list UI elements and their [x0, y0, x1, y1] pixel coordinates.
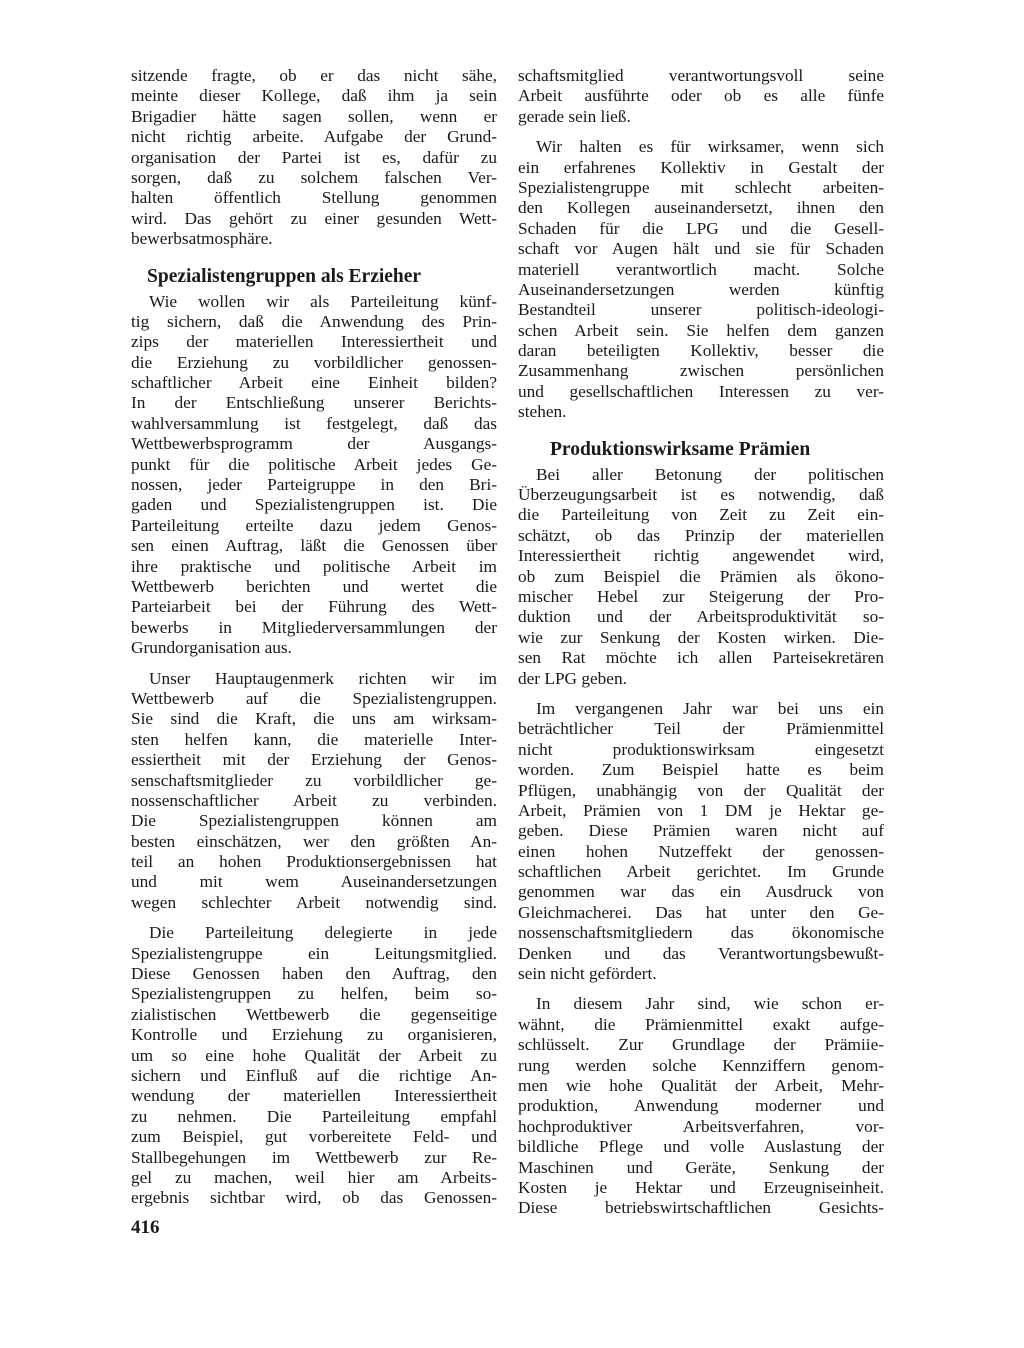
text-line: sichern und Einfluß auf die richtige An- — [131, 1065, 497, 1085]
text-line: produktion, Anwendung moderner und — [518, 1096, 884, 1116]
text-line: Maschinen und Geräte, Senkung der — [518, 1157, 884, 1177]
text-line: Kontrolle und Erziehung zu organisieren, — [131, 1025, 497, 1045]
text-line: Diese Genossen haben den Auftrag, den — [131, 964, 497, 984]
text-line: und gesellschaftlichen Interessen zu ver- — [518, 381, 884, 401]
text-line: ob zum Beispiel die Prämien als ökono- — [518, 566, 884, 586]
text-line: Denken und das Verantwortungsbewußt- — [518, 943, 884, 963]
text-line: schaftsmitglied verantwortungsvoll seine — [518, 66, 884, 85]
text-line: bewerbs in Mitgliederversammlungen der — [131, 617, 497, 637]
text-line: Gleichmacherei. Das hat unter den Ge- — [518, 902, 884, 922]
text-line: ihre praktische und politische Arbeit im — [131, 556, 497, 576]
text-line: und mit wem Auseinandersetzungen — [131, 872, 497, 892]
text-line: Spezialistengruppe ein Leitungsmitglied. — [131, 943, 497, 963]
text-line: die Parteileitung von Zeit zu Zeit ein- — [518, 505, 884, 525]
text-line: Zusammenhang zwischen persönlichen — [518, 361, 884, 381]
text-line: besten einschätzen, wer den größten An- — [131, 831, 497, 851]
text-line: punkt für die politische Arbeit jedes Ge- — [131, 454, 497, 474]
text-line: ein erfahrenes Kollektiv in Gestalt der — [518, 157, 884, 177]
text-line: zu nehmen. Die Parteileitung empfahl — [131, 1106, 497, 1126]
paragraph — [518, 465, 884, 689]
text-line: Wir halten es für wirksamer, wenn sich — [536, 137, 884, 157]
text-line: nossen, jeder Parteigruppe in den Bri- — [131, 475, 497, 495]
text-line: nicht produktionswirksam eingesetzt — [518, 739, 884, 759]
text-line: wird. Das gehört zu einer gesunden Wett- — [131, 208, 497, 228]
text-line: genommen war das ein Ausdruck von — [518, 882, 884, 902]
paragraph — [131, 292, 497, 659]
text-line: Grundorganisation aus. — [131, 638, 292, 658]
paragraph — [518, 994, 884, 1218]
text-line: halten öffentlich Stellung genommen — [131, 188, 497, 208]
text-line: rung werden solche Kennziffern genom- — [518, 1055, 884, 1075]
text-line: daran beteiligten Kollektiv, besser die — [518, 341, 884, 361]
page-number: 416 — [131, 1217, 160, 1238]
text-line: schlüsselt. Zur Grundlage der Prämiie- — [518, 1035, 884, 1055]
paragraph — [518, 137, 884, 422]
text-line: Arbeit, Prämien von 1 DM je Hektar ge- — [518, 800, 884, 820]
text-line: sen Rat möchte ich allen Parteisekretären — [518, 648, 884, 668]
text-line: Wettbewerb auf die Spezialistengruppen. — [131, 688, 497, 708]
text-line: einen hohen Nutzeffekt der genossen- — [518, 841, 884, 861]
text-line: sten helfen kann, die materielle Inter- — [131, 729, 497, 749]
text-line: Stallbegehungen im Wettbewerb zur Re- — [131, 1147, 497, 1167]
text-line: zips der materiellen Interessiertheit und — [131, 332, 497, 352]
paragraph — [518, 66, 884, 127]
text-line: Bestandteil unserer politisch-ideologi- — [518, 300, 884, 320]
text-line: worden. Zum Beispiel hatte es beim — [518, 760, 884, 780]
section-heading: Spezialistengruppen als Erzieher — [147, 265, 422, 287]
paragraph — [131, 669, 497, 914]
text-line: hochproduktiver Arbeitsverfahren, vor- — [518, 1116, 884, 1136]
text-line: schaftlicher Arbeit eine Einheit bilden? — [131, 373, 497, 393]
text-line: bildliche Pflege und volle Auslastung der — [518, 1137, 884, 1157]
text-line: materiell verantwortlich macht. Solche — [518, 259, 884, 279]
text-line: gaden und Spezialistengruppen ist. Die — [131, 495, 497, 515]
text-line: den Kollegen auseinandersetzt, ihnen den — [518, 198, 884, 218]
text-line: Die Parteileitung delegierte in jede — [149, 923, 497, 943]
paragraph — [518, 699, 884, 984]
text-line: sein nicht gefördert. — [518, 964, 657, 984]
text-line: Wie wollen wir als Parteileitung künf- — [149, 291, 497, 311]
text-line: zialistischen Wettbewerb die gegenseitige — [131, 1004, 497, 1024]
text-line: Diese betriebswirtschaftlichen Gesichts- — [518, 1198, 884, 1218]
text-line: Sie sind die Kraft, die uns am wirksam- — [131, 709, 497, 729]
text-line: schaft vor Augen hält und sie für Schaden — [518, 239, 884, 259]
text-line: schaftlichen Arbeit gerichtet. Im Grunde — [518, 862, 884, 882]
text-line: Überzeugungsarbeit ist es notwendig, daß — [518, 485, 884, 505]
text-line: organisation der Partei ist es, dafür zu — [131, 147, 497, 167]
text-line: wie zur Senkung der Kosten wirken. Die- — [518, 627, 884, 647]
text-line: Unser Hauptaugenmerk richten wir im — [149, 668, 497, 688]
text-line: Auseinandersetzungen werden künftig — [518, 279, 884, 299]
text-line: die Erziehung zu vorbildlicher genossen- — [131, 352, 497, 372]
text-line: gel zu machen, weil hier am Arbeits- — [131, 1167, 497, 1187]
text-line: schen Arbeit sein. Sie helfen dem ganzen — [518, 320, 884, 340]
text-line: Bei aller Betonung der politischen — [536, 464, 884, 484]
text-line: Pflügen, unabhängig von der Qualität der — [518, 780, 884, 800]
text-line: In der Entschließung unserer Berichts- — [131, 393, 497, 413]
text-line: schätzt, ob das Prinzip der materiellen — [518, 525, 884, 545]
text-line: essiertheit mit der Erziehung der Genos- — [131, 750, 497, 770]
text-line: Parteileitung erteilte dazu jedem Genos- — [131, 515, 497, 535]
right-column — [518, 66, 884, 1219]
text-line: Brigadier hätte sagen sollen, wenn er — [131, 106, 497, 126]
text-line: In diesem Jahr sind, wie schon er- — [536, 994, 884, 1014]
text-line: sen einen Auftrag, läßt die Genossen über — [131, 536, 497, 556]
text-line: sitzende fragte, ob er das nicht sähe, — [131, 66, 497, 85]
text-line: stehen. — [518, 402, 567, 422]
text-line: Spezialistengruppen zu helfen, beim so- — [131, 984, 497, 1004]
text-line: nossenschaftlicher Arbeit zu verbinden. — [131, 790, 497, 810]
text-line: wegen schlechter Arbeit notwendig sind. — [131, 892, 497, 912]
text-line: Wettbewerbsprogramm der Ausgangs- — [131, 434, 497, 454]
text-line: wähnt, die Prämienmittel exakt aufge- — [518, 1014, 884, 1034]
text-line: nossenschaftsmitgliedern das ökonomische — [518, 923, 884, 943]
text-line: Spezialistengruppe mit schlecht arbeiten- — [518, 177, 884, 197]
text-line: wendung der materiellen Interessiertheit — [131, 1086, 497, 1106]
text-line: geben. Diese Prämien waren nicht auf — [518, 821, 884, 841]
text-line: duktion und der Arbeitsproduktivität so- — [518, 607, 884, 627]
text-line: ergebnis sichtbar wird, ob das Genossen- — [131, 1188, 497, 1208]
text-line: meinte dieser Kollege, daß ihm ja sein — [131, 86, 497, 106]
text-line: bewerbsatmosphäre. — [131, 229, 273, 249]
left-column — [131, 66, 497, 1209]
text-line: Arbeit ausführte oder ob es alle fünfe — [518, 86, 884, 106]
text-line: teil an hohen Produktionsergebnissen hat — [131, 852, 497, 872]
text-line: Interessiertheit richtig angewendet wird, — [518, 546, 884, 566]
text-line: men wie hohe Qualität der Arbeit, Mehr- — [518, 1075, 884, 1095]
text-line: Die Spezialistengruppen können am — [131, 811, 497, 831]
text-line: mischer Hebel zur Steigerung der Pro- — [518, 586, 884, 606]
section-heading: Produktionswirksame Prämien — [550, 438, 811, 460]
text-line: der LPG geben. — [518, 668, 627, 688]
text-line: gerade sein ließ. — [518, 106, 631, 126]
text-line: Im vergangenen Jahr war bei uns ein — [536, 698, 884, 718]
text-line: zum Beispiel, gut vorbereitete Feld- und — [131, 1127, 497, 1147]
text-line: sorgen, daß zu solchem falschen Ver- — [131, 167, 497, 187]
text-line: wahlversammlung ist festgelegt, daß das — [131, 413, 497, 433]
paragraph — [131, 923, 497, 1208]
text-line: nicht richtig arbeite. Aufgabe der Grund- — [131, 127, 497, 147]
text-line: senschaftsmitglieder zu vorbildlicher ge- — [131, 770, 497, 790]
text-line: Schaden für die LPG und die Gesell- — [518, 218, 884, 238]
text-line: Parteiarbeit bei der Führung des Wett- — [131, 597, 497, 617]
text-line: Wettbewerb berichten und wertet die — [131, 576, 497, 596]
text-line: tig sichern, daß die Anwendung des Prin- — [131, 311, 497, 331]
text-line: um so eine hohe Qualität der Arbeit zu — [131, 1045, 497, 1065]
text-line: beträchtlicher Teil der Prämienmittel — [518, 719, 884, 739]
text-line: Kosten je Hektar und Erzeugniseinheit. — [518, 1177, 884, 1197]
paragraph — [131, 66, 497, 250]
